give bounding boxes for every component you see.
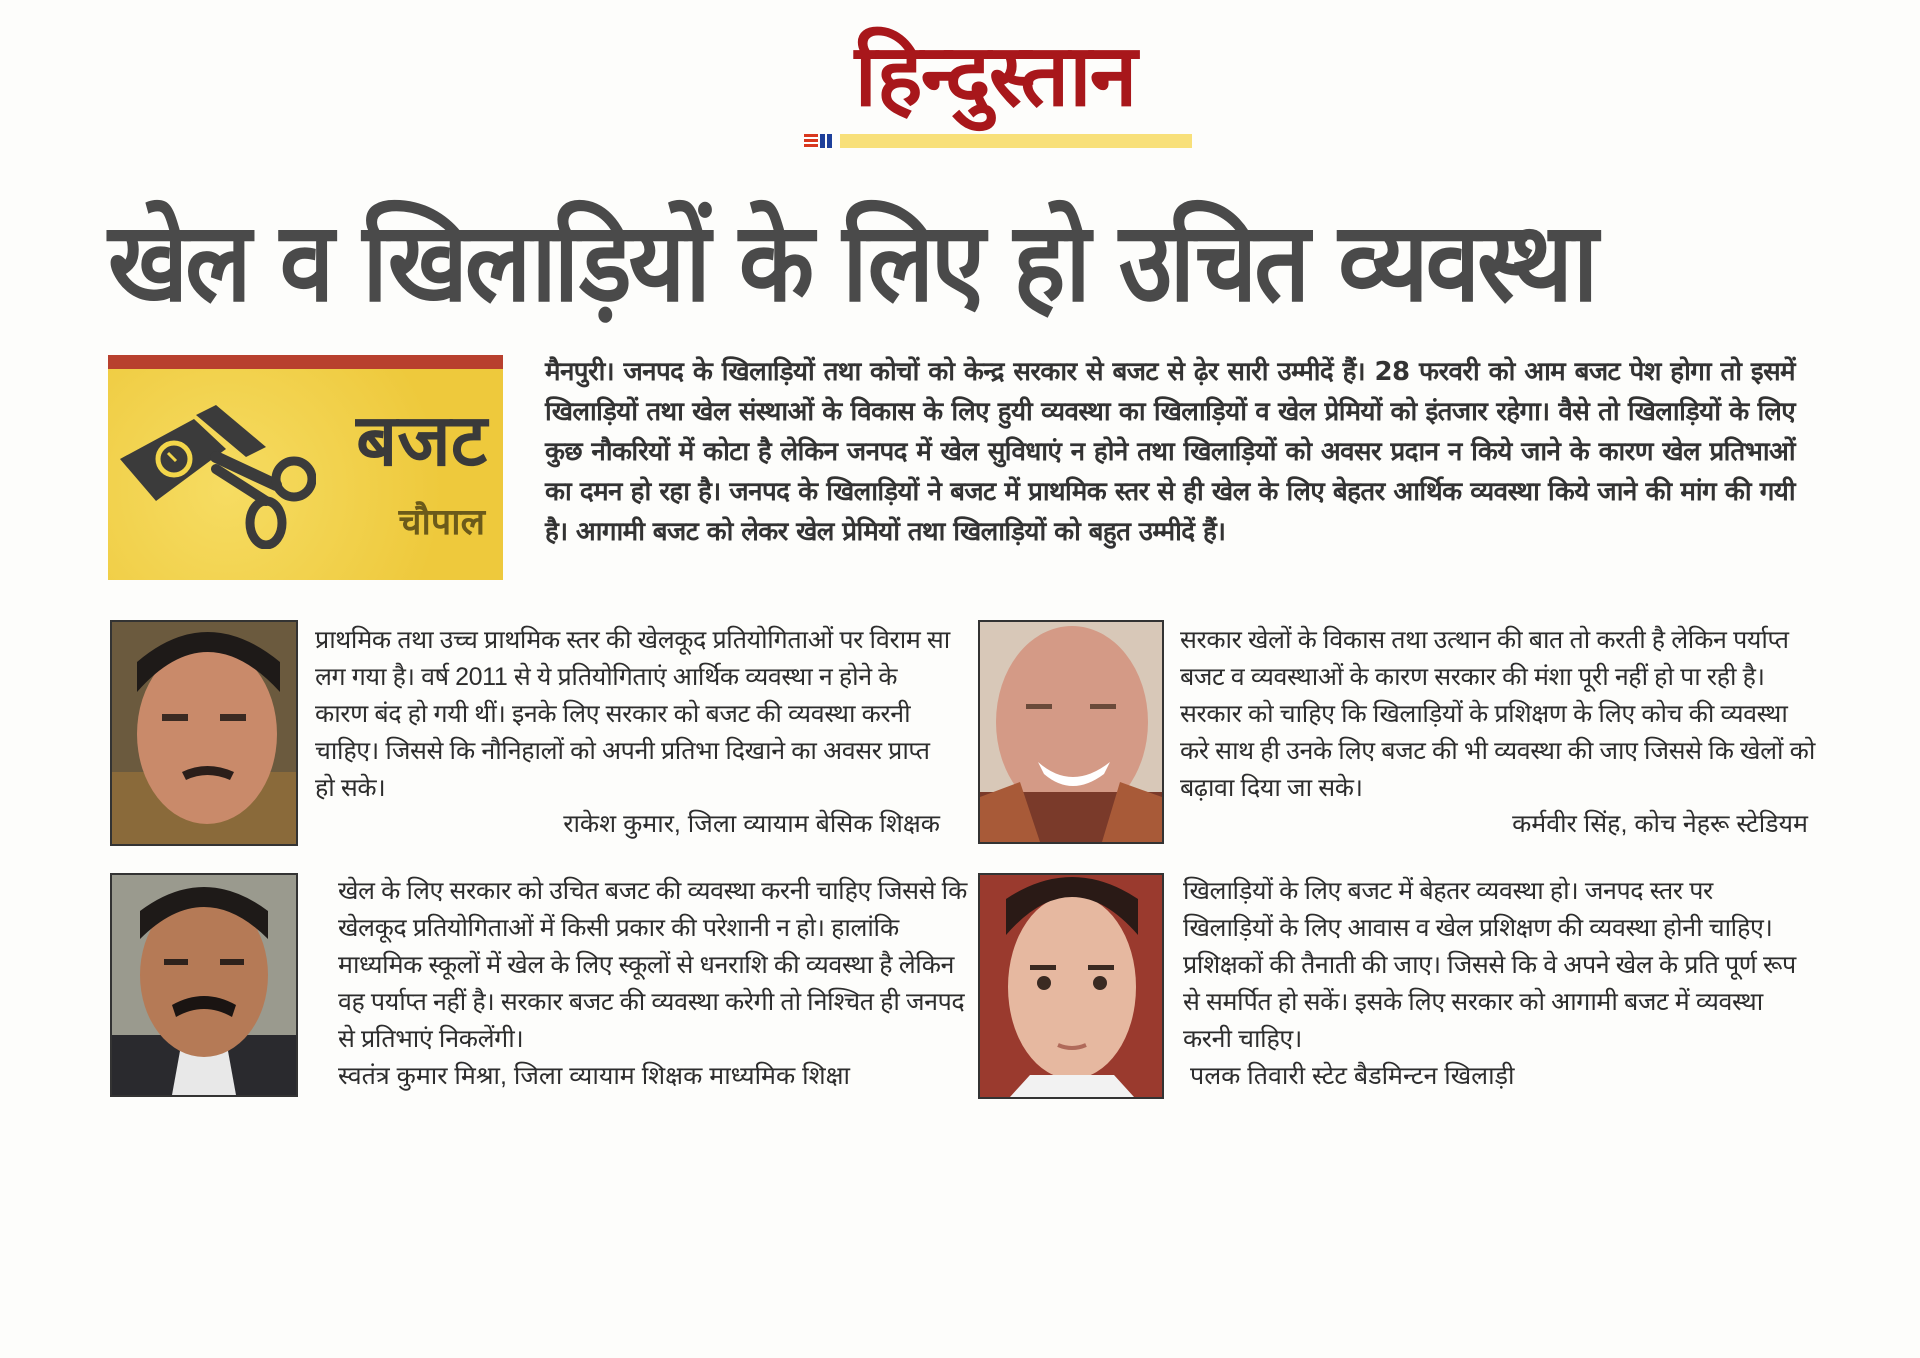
opinion-block [978, 873, 1828, 1108]
person-photo [110, 620, 298, 846]
person-photo [110, 873, 298, 1097]
opinion-quote: सरकार खेलों के विकास तथा उत्थान की बात तो करती है लेकिन पर्याप्त बजट व व्यवस्थाओं के कारण सरकार की मंशा पूरी नहीं हो पा रही है। सरकार को चाहिए कि खिलाड़ियों के प्रशिक्षण के लिए कोच की व्यवस्था करे साथ ही उनके लिए बजट की भी व्यवस्था की जाए जिससे कि खेलों को बढ़ावा दिया जा सके। [1180, 626, 1815, 802]
badge-subtitle: चौपाल [398, 502, 485, 543]
masthead [790, 22, 1200, 152]
opinion-quote: प्राथमिक तथा उच्च प्राथमिक स्तर की खेलकूद प्रतियोगिताओं पर विराम सा लग गया है। वर्ष 2011 से ये प्रतियोगिताएं आर्थिक व्यवस्था न होने के कारण बंद हो गयी थीं। इनके लिए सरकार को बजट की व्यवस्था करनी चाहिए। जिससे कि नौनिहालों को अपनी प्रतिभा दिखाने का अवसर प्राप्त हो सके। [315, 626, 950, 802]
person-photo [978, 620, 1164, 844]
opinion-block [978, 620, 1828, 855]
logo-underline-bar [840, 134, 1192, 148]
person-photo [978, 873, 1164, 1099]
opinion-byline: कर्मवीर सिंह, कोच नेहरू स्टेडियम [1512, 810, 1808, 838]
article-headline: खेल व खिलाड़ियों के लिए हो उचित व्यवस्था [108, 199, 1596, 328]
scissors-cutting-banknote-icon [116, 389, 316, 549]
portrait-young-woman-icon [980, 875, 1162, 1097]
opinion-byline: स्वतंत्र कुमार मिश्रा, जिला व्यायाम शिक्षक माध्यमिक शिक्षा [338, 1062, 851, 1090]
lead-paragraph: मैनपुरी। जनपद के खिलाड़ियों तथा कोचों को केन्द्र सरकार से बजट से ढ़ेर सारी उम्मीदें हैं। 28 फरवरी को आम बजट पेश होगा तो इसमें खिलाड़ियों तथा खेल संस्थाओं के विकास के लिए हुयी व्यवस्था का खिलाड़ियों व खेल प्रेमियों को इंतजार रहेगा। वैसे तो खिलाड़ियों के लिए कुछ नौकरियों में कोटा है लेकिन जनपद में खेल सुविधाएं न होने तथा खिलाड़ियों को अवसर प्रदान न किये जाने के कारण खेल प्रतिभाओं का दमन हो रहा है। जनपद के खिलाड़ियों ने बजट में प्राथमिक स्तर से ही खेल के लिए बेहतर आर्थिक व्यवस्था किये जाने की मांग की गयी है। आगामी बजट को लेकर खेल प्रेमियों तथा खिलाड़ियों को बहुत उम्मीदें हैं। [545, 357, 1795, 547]
logo-mark-icon [804, 134, 838, 148]
badge-title: बजट [356, 398, 487, 482]
opinion-block [110, 873, 970, 1108]
portrait-man-mustache-icon [112, 622, 296, 844]
opinion-byline: पलक तिवारी स्टेट बैडमिन्टन खिलाड़ी [1190, 1062, 1515, 1090]
opinion-byline: राकेश कुमार, जिला व्यायाम बेसिक शिक्षक [563, 810, 940, 838]
opinion-quote: खिलाड़ियों के लिए बजट में बेहतर व्यवस्था हो। जनपद स्तर पर खिलाड़ियों के लिए आवास व खेल प्रशिक्षण की व्यवस्था होनी चाहिए। प्रशिक्षकों की तैनाती की जाए। जिससे कि वे अपने खेल के प्रति पूर्ण रूप से समर्पित हो सकें। इसके लिए सरकार को आगामी बजट में व्यवस्था करनी चाहिए। [1183, 877, 1796, 1053]
portrait-man-mustache-icon [112, 875, 296, 1095]
newspaper-logo: हिन्दुस्तान [854, 26, 1136, 126]
opinion-block [110, 620, 960, 855]
opinion-quote: खेल के लिए सरकार को उचित बजट की व्यवस्था करनी चाहिए जिससे कि खेलकूद प्रतियोगिताओं में किसी प्रकार की परेशानी न हो। हालांकि माध्यमिक स्कूलों में खेल के लिए स्कूलों से धनराशि की व्यवस्था है लेकिन वह पर्याप्त नहीं है। सरकार बजट की व्यवस्था करेगी तो निश्चित ही जनपद से प्रतिभाएं निकलेंगी। [338, 877, 967, 1053]
badge-top-stripe [108, 355, 503, 369]
budget-chaupal-badge [108, 355, 503, 580]
portrait-smiling-man-icon [980, 622, 1162, 842]
